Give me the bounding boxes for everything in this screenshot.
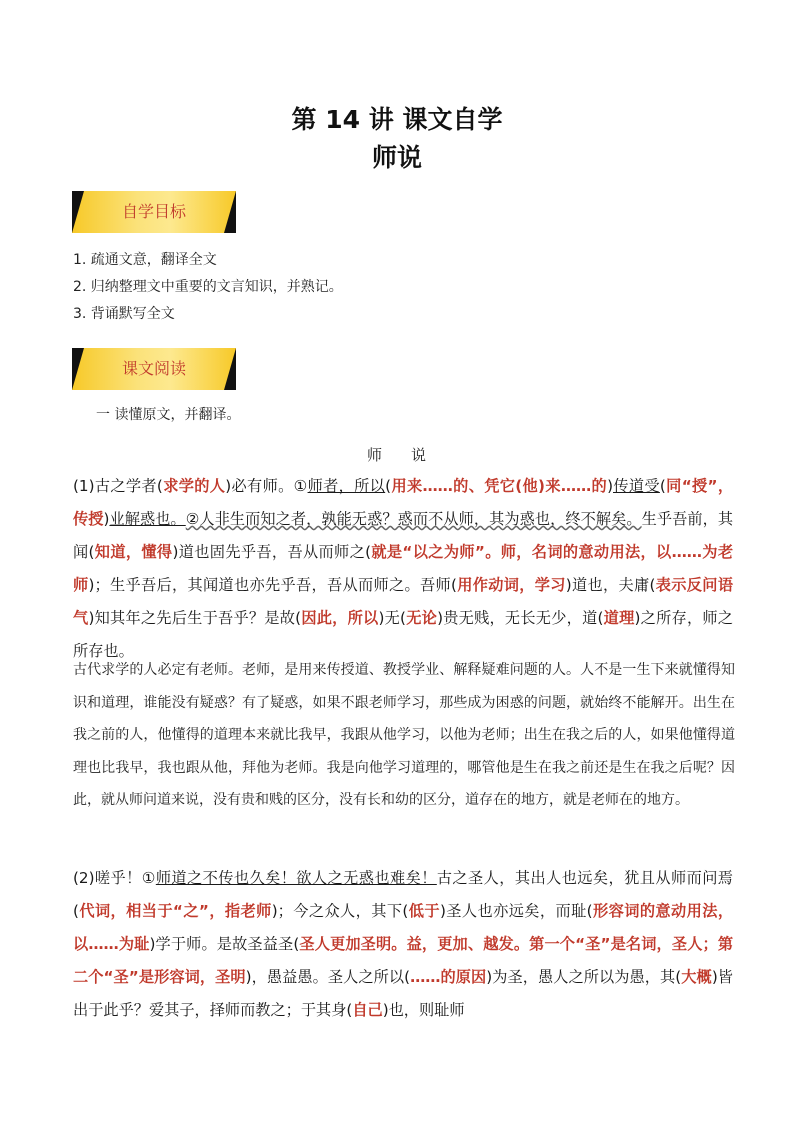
annotation: 无论 bbox=[405, 609, 438, 627]
reading-banner-label: 课文阅读 bbox=[121, 359, 186, 378]
translation-paragraph-1: 古代求学的人必定有老师。老师，是用来传授道、教授学业、解释疑难问题的人。人不是一生下来就懂得知识和道理，谁能没有疑惑？有了疑惑，如果不跟老师学习，那些成为困惑的问题，就始终不能解开。出生在我之前的人，他懂得的道理本来就比我早，我跟从他学习，以他为老师；出生在我之后的人，如果他懂得道理也比我早，我也跟从他，拜他为老师。我是向他学习道理的，哪管他是生在我之前还是生在我之后呢？因此，就从师问道来说，没有贵和贱的区分，没有长和幼的区分，道存在的地方，就是老师在的地方。 bbox=[73, 662, 735, 808]
passage-title bbox=[0, 444, 794, 465]
annotation: 代词，相当于“之”，指老师 bbox=[78, 902, 272, 920]
paragraph-2: (2)嗟乎！①师道之不传也久矣！欲人之无惑也难矣！古之圣人，其出人也远矣，犹且从师而问焉(代词，相当于“之”，指老师)；今之众人，其下(低于)圣人也亦远矣，而耻(形容词的意动用法，以……为耻)学于师。是故圣益圣(圣人更加圣明。益，更加、越发。第一个“圣”是名词，圣人；第二个“圣”是形容词，圣明)，愚益愚。圣人之所以(……的原因)为圣，愚人之所以为愚，其(大概)皆出于此乎？爱其子，择师而教之；于其身(自己)也，则耻师 bbox=[73, 869, 734, 1019]
annotation: 就是“以之为师”。师，名词的意动用法，以……为老师 bbox=[73, 543, 734, 594]
passage-title-char: 师 bbox=[366, 446, 383, 464]
annotation: 低于 bbox=[408, 902, 440, 920]
annotation: 求学的人 bbox=[162, 477, 226, 495]
key-sentence: 师者，所以 bbox=[307, 477, 386, 495]
lesson-title: 第 14 讲 课文自学 bbox=[291, 105, 503, 134]
key-sentence: 师道之不传也久矣！欲人之无惑也难矣！ bbox=[155, 869, 437, 887]
goal-item: 3. 背诵默写全文 bbox=[73, 306, 175, 322]
goals-banner bbox=[72, 191, 236, 233]
annotation: 同“授”，传授 bbox=[73, 477, 734, 528]
annotation: 圣人更加圣明。益，更加、越发。第一个“圣”是名词，圣人；第二个“圣”是形容词，圣明 bbox=[73, 935, 734, 986]
key-sentence: 传道受 bbox=[613, 477, 660, 495]
paragraph-1: (1)古之学者(求学的人)必有师。①师者，所以(用来……的、凭它(他)来……的)传道受(同“授”，传授)业解惑也。②人非生而知之者，孰能无惑？惑而不从师，其为惑也，终不解矣。生乎吾前，其闻(知道，懂得)道也固先乎吾，吾从而师之(就是“以之为师”。师，名词的意动用法，以……为老师)；生乎吾后，其闻道也亦先乎吾，吾从而师之。吾师(用作动词，学习)道也，夫庸(表示反问语气)知其年之先后生于吾乎？是故(因此，所以)无(无论)贵无贱，无长无少，道(道理)之所存，师之所存也。 bbox=[73, 477, 734, 660]
annotation: ……的原因 bbox=[410, 968, 487, 986]
annotation: 用作动词，学习 bbox=[456, 576, 566, 594]
goal-item: 1. 疏通文意，翻译全文 bbox=[73, 252, 217, 268]
goal-item: 2. 归纳整理文中重要的文言知识，并熟记。 bbox=[73, 279, 343, 295]
reading-banner bbox=[72, 348, 236, 390]
annotation: 表示反问语气 bbox=[73, 576, 734, 627]
annotation: 形容词的意动用法，以……为耻 bbox=[73, 902, 734, 953]
passage-title-char: 说 bbox=[411, 446, 428, 464]
annotation: 大概 bbox=[681, 968, 712, 986]
annotation: 用来……的、凭它(他)来……的 bbox=[391, 477, 608, 495]
annotation: 自己 bbox=[352, 1001, 383, 1019]
goals-banner-label: 自学目标 bbox=[121, 202, 186, 221]
reading-instruction: 一 读懂原文，并翻译。 bbox=[96, 407, 241, 423]
annotation: 因此，所以 bbox=[301, 609, 379, 627]
key-sentence: ②人非生而知之者，孰能无惑？惑而不从师，其为惑也，终不解矣。 bbox=[185, 510, 642, 528]
key-sentence: 业解惑也。 bbox=[109, 510, 186, 528]
annotation: 知道，懂得 bbox=[94, 543, 173, 561]
annotation: 道理 bbox=[603, 609, 635, 627]
lesson-subtitle: 师说 bbox=[371, 143, 422, 172]
